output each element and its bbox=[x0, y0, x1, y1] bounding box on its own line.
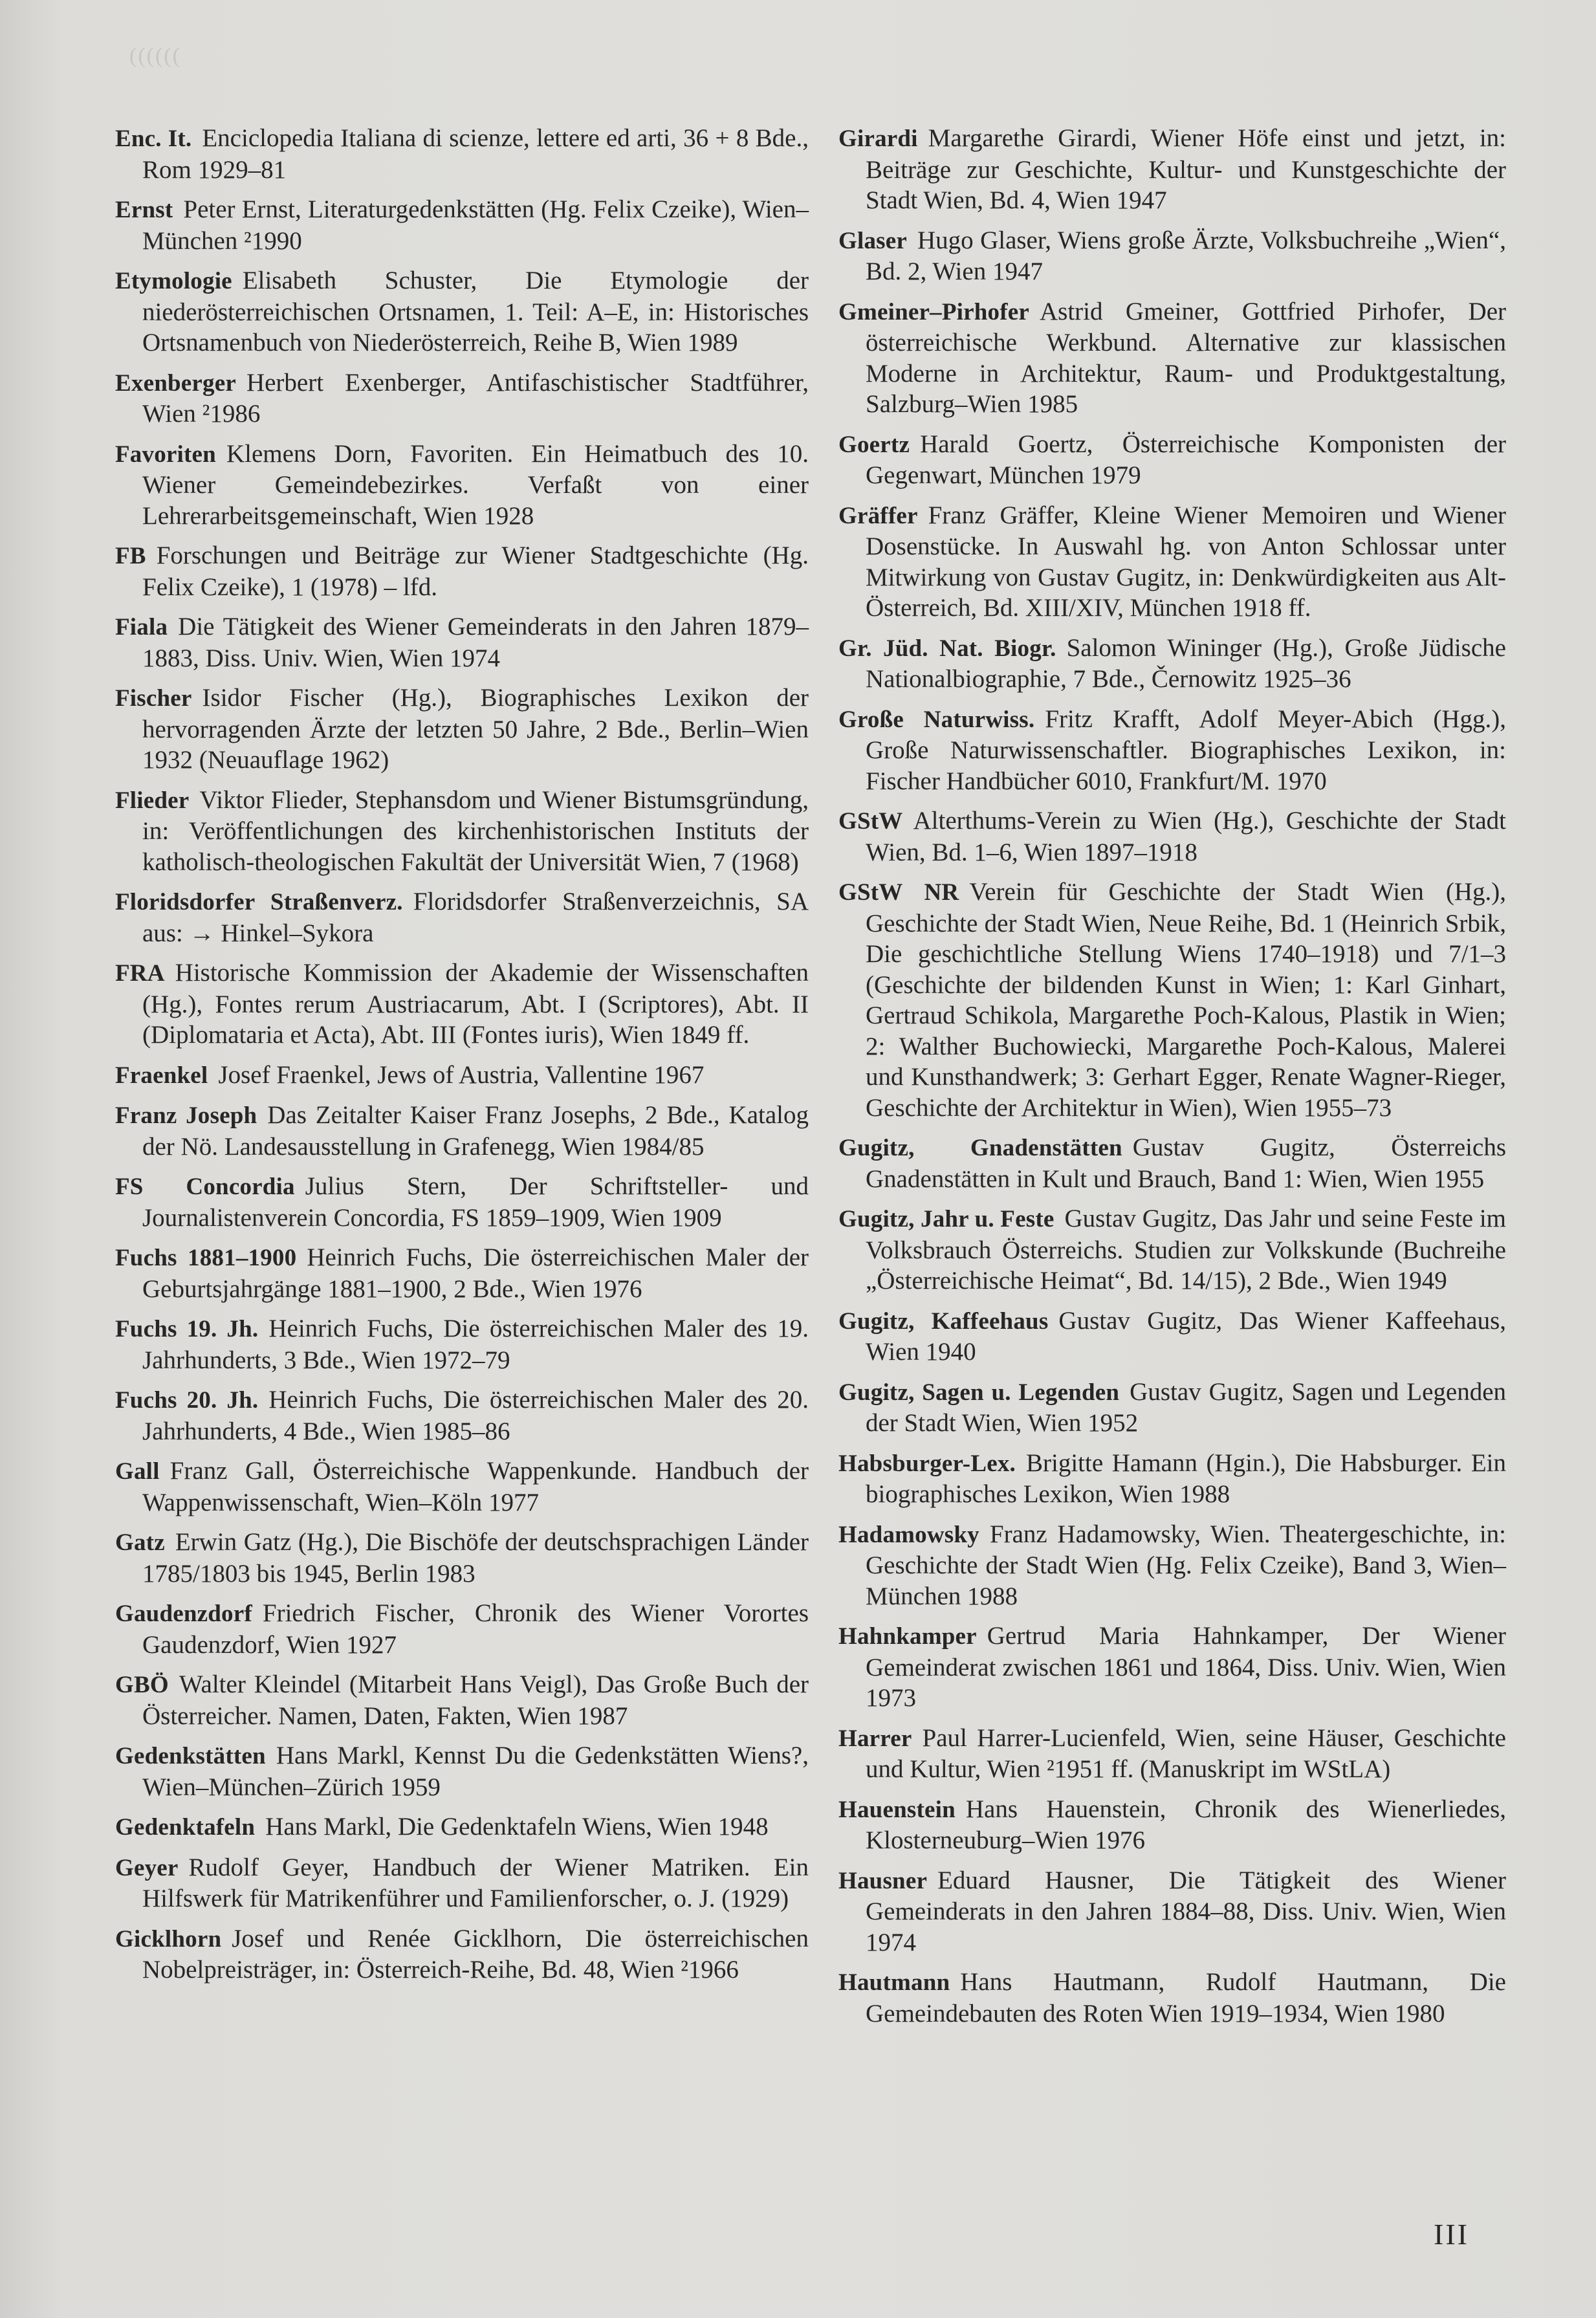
bibliography-entry bbox=[115, 1598, 809, 1660]
bibliography-entry bbox=[838, 1723, 1506, 1785]
entry-abbreviation: Exenberger bbox=[115, 369, 236, 397]
entry-citation: Gertrud Maria Hahnkamper, Der Wiener Gemeinderat zwischen 1861 und 1864, Diss. Univ. Wien, Wien 1973 bbox=[866, 1622, 1506, 1712]
entry-citation: Die Tätigkeit des Wiener Gemeinderats in den Jahren 1879–1883, Diss. Univ. Wien, Wien 1974 bbox=[142, 613, 809, 672]
entry-abbreviation: Gr. Jüd. Nat. Biogr. bbox=[838, 635, 1056, 662]
bibliography-entry bbox=[838, 296, 1506, 420]
entry-citation: Walter Kleindel (Mitarbeit Hans Veigl), Das Große Buch der Österreicher. Namen, Daten, Fakten, Wien 1987 bbox=[142, 1670, 809, 1730]
entry-citation: Rudolf Geyer, Handbuch der Wiener Matriken. Ein Hilfswerk für Matrikenführer und Familienforscher, o. J. (1929) bbox=[142, 1853, 809, 1912]
bibliography-entry bbox=[115, 957, 809, 1051]
entry-abbreviation: Große Naturwiss. bbox=[838, 706, 1035, 733]
entry-citation: Viktor Flieder, Stephansdom und Wiener Bistumsgründung, in: Veröffentlichungen des kirchenhistorischen Instituts der katholisch-theologischen Fakultät der Universität Wien, 7 (1968) bbox=[142, 785, 809, 876]
entry-citation: Verein für Geschichte der Stadt Wien (Hg.), Geschichte der Stadt Wien, Neue Reihe, Bd. 1 (Heinrich Srbik, Die geschichtliche Stellung Wiens 1740–1918) und 7/1–3 (Geschichte der bildenden Kunst in Wien; 1: Karl Ginhart, Gertraud Schikola, Margarethe Poch-Kalous, Plastik in Wien; 2: Walther Buchowiecki, Margarethe Poch-Kalous, Malerei und Kunsthandwerk; 3: Gerhart Egger, Renate Wagner-Rieger, Geschichte der Architektur in Wien), Wien 1955–73 bbox=[866, 878, 1506, 1122]
bibliography-entry bbox=[838, 1377, 1506, 1439]
entry-citation: Heinrich Fuchs, Die österreichischen Maler des 20. Jahrhunderts, 4 Bde., Wien 1985–86 bbox=[142, 1386, 809, 1445]
entry-citation: Alterthums-Verein zu Wien (Hg.), Geschichte der Stadt Wien, Bd. 1–6, Wien 1897–1918 bbox=[866, 807, 1506, 866]
entry-abbreviation: Habsburger-Lex. bbox=[838, 1450, 1016, 1477]
entry-citation: Josef und Renée Gicklhorn, Die österreichischen Nobelpreisträger, in: Österreich-Reihe, Bd. 48, Wien ²1966 bbox=[142, 1924, 809, 1984]
entry-abbreviation: Etymologie bbox=[115, 268, 232, 294]
bibliography-entry bbox=[838, 1306, 1506, 1368]
bibliography-entry bbox=[838, 1132, 1506, 1194]
entry-citation: Gustav Gugitz, Österreichs Gnadenstätten in Kult und Brauch, Band 1: Wien, Wien 1955 bbox=[866, 1133, 1506, 1193]
entry-citation: Salomon Wininger (Hg.), Große Jüdische Nationalbiographie, 7 Bde., Černowitz 1925–36 bbox=[866, 633, 1506, 693]
bibliography-entry bbox=[115, 1384, 809, 1447]
entry-abbreviation: Favoriten bbox=[115, 441, 216, 468]
entry-abbreviation: Glaser bbox=[838, 227, 908, 254]
entry-abbreviation: Fuchs 19. Jh. bbox=[115, 1316, 259, 1342]
bibliography-entry bbox=[115, 1060, 809, 1091]
bibliography-entry bbox=[838, 1448, 1506, 1510]
entry-citation: Brigitte Hamann (Hgin.), Die Habsburger. Ein biographisches Lexikon, Wien 1988 bbox=[866, 1449, 1506, 1508]
entry-abbreviation: Gräffer bbox=[838, 502, 918, 529]
entry-abbreviation: Harrer bbox=[838, 1725, 912, 1752]
bibliography-entry bbox=[838, 704, 1506, 797]
bibliography-entry bbox=[838, 1519, 1506, 1612]
entry-citation: Erwin Gatz (Hg.), Die Bischöfe der deutschsprachigen Länder 1785/1803 bis 1945, Berlin 1983 bbox=[142, 1528, 809, 1588]
entry-citation: Astrid Gmeiner, Gottfried Pirhofer, Der österreichische Werkbund. Alternative zur klassischen Moderne in Architektur, Raum- und Produktgestaltung, Salzburg–Wien 1985 bbox=[866, 297, 1506, 418]
entry-citation: Peter Ernst, Literaturgedenkstätten (Hg. Felix Czeike), Wien–München ²1990 bbox=[142, 195, 809, 255]
entry-citation: Franz Gräffer, Kleine Wiener Memoiren und Wiener Dosenstücke. In Auswahl hg. von Anton Schlossar unter Mitwirkung von Gustav Gugitz, in: Denkwürdigkeiten aus Alt-Österreich, Bd. XIII/XIV, München 1918 ff. bbox=[866, 501, 1506, 622]
entry-citation: Enciclopedia Italiana di scienze, lettere ed arti, 36 + 8 Bde., Rom 1929–81 bbox=[142, 124, 809, 184]
entry-citation: Gustav Gugitz, Das Jahr und seine Feste im Volksbrauch Österreichs. Studien zur Volkskunde (Buchreihe „Österreichische Heimat“, Bd. 14/15), 2 Bde., Wien 1949 bbox=[866, 1205, 1506, 1295]
entry-citation: Isidor Fischer (Hg.), Biographisches Lexikon der hervorragenden Ärzte der letzten 50 Jahre, 2 Bde., Berlin–Wien 1932 (Neuauflage 1962) bbox=[142, 684, 809, 774]
entry-abbreviation: Hadamowsky bbox=[838, 1521, 979, 1548]
entry-citation: Hans Hauenstein, Chronik des Wienerliedes, Klosterneuburg–Wien 1976 bbox=[866, 1795, 1506, 1854]
bibliography-entry bbox=[838, 500, 1506, 624]
entry-abbreviation: Floridsdorfer Straßenverz. bbox=[115, 889, 403, 915]
bibliography-entry bbox=[115, 1852, 809, 1914]
entry-citation: Paul Harrer-Lucienfeld, Wien, seine Häuser, Geschichte und Kultur, Wien ²1951 ff. (Manuskript im WStLA) bbox=[866, 1723, 1506, 1783]
bibliography-entry bbox=[838, 1865, 1506, 1958]
bibliography-entry bbox=[115, 1923, 809, 1985]
entry-abbreviation: FRA bbox=[115, 960, 165, 987]
bibliography-entry bbox=[838, 877, 1506, 1123]
entry-abbreviation: Hautmann bbox=[838, 1969, 950, 1996]
bibliography-entry bbox=[115, 683, 809, 776]
bibliography-entry bbox=[838, 805, 1506, 868]
bibliography-entry bbox=[838, 123, 1506, 216]
entry-abbreviation: Hausner bbox=[838, 1867, 928, 1894]
entry-abbreviation: Geyer bbox=[115, 1854, 179, 1881]
entry-abbreviation: Fischer bbox=[115, 685, 192, 712]
bibliography-entry bbox=[838, 633, 1506, 695]
entry-citation: Franz Hadamowsky, Wien. Theatergeschichte, in: Geschichte der Stadt Wien (Hg. Felix Czeike), Band 3, Wien–München 1988 bbox=[866, 1520, 1506, 1610]
entry-abbreviation: GStW NR bbox=[838, 879, 959, 906]
entry-abbreviation: Flieder bbox=[115, 787, 190, 814]
bibliography-entry bbox=[115, 194, 809, 256]
entry-abbreviation: Gedenkstätten bbox=[115, 1743, 266, 1769]
entry-citation: Julius Stern, Der Schriftsteller- und Journalistenverein Concordia, FS 1859–1909, Wien 1909 bbox=[142, 1172, 809, 1232]
entry-citation: Hugo Glaser, Wiens große Ärzte, Volksbuchreihe „Wien“, Bd. 2, Wien 1947 bbox=[866, 226, 1506, 285]
entry-abbreviation: FB bbox=[115, 543, 146, 569]
bibliography-entry bbox=[115, 123, 809, 185]
entry-citation: Hans Hautmann, Rudolf Hautmann, Die Gemeindebauten des Roten Wien 1919–1934, Wien 1980 bbox=[866, 1968, 1506, 2028]
entry-citation: Forschungen und Beiträge zur Wiener Stadtgeschichte (Hg. Felix Czeike), 1 (1978) – lfd. bbox=[142, 541, 809, 601]
entry-citation: Franz Gall, Österreichische Wappenkunde. Handbuch der Wappenwissenschaft, Wien–Köln 1977 bbox=[142, 1457, 809, 1516]
bibliography-entry bbox=[115, 1171, 809, 1233]
bibliography-entry bbox=[838, 1794, 1506, 1856]
bibliography-entry bbox=[115, 1100, 809, 1162]
entry-abbreviation: Goertz bbox=[838, 431, 910, 458]
entry-abbreviation: GBÖ bbox=[115, 1672, 169, 1698]
bibliography-entry bbox=[115, 785, 809, 878]
entry-citation: Das Zeitalter Kaiser Franz Josephs, 2 Bde., Katalog der Nö. Landesausstellung in Grafenegg, Wien 1984/85 bbox=[142, 1101, 809, 1161]
bibliography-entry bbox=[115, 1456, 809, 1518]
entry-abbreviation: Fuchs 1881–1900 bbox=[115, 1245, 297, 1271]
entry-abbreviation: Gatz bbox=[115, 1529, 165, 1556]
bibliography-entry bbox=[838, 1621, 1506, 1714]
bibliography-entry bbox=[115, 1242, 809, 1304]
header-mark: (((((( bbox=[129, 44, 181, 68]
entry-abbreviation: GStW bbox=[838, 808, 903, 835]
entry-abbreviation: Gmeiner–Pirhofer bbox=[838, 298, 1029, 325]
bibliography-entry bbox=[115, 611, 809, 673]
bibliography-entry bbox=[115, 1313, 809, 1375]
entry-abbreviation: Ernst bbox=[115, 197, 173, 223]
entry-citation: Hans Markl, Die Gedenktafeln Wiens, Wien 1948 bbox=[265, 1813, 769, 1841]
entry-citation: Floridsdorfer Straßenverzeichnis, SA aus: → Hinkel–Sykora bbox=[142, 888, 809, 947]
entry-abbreviation: Gugitz, Jahr u. Feste bbox=[838, 1206, 1055, 1232]
bibliography-entry bbox=[115, 439, 809, 532]
entry-citation: Margarethe Girardi, Wiener Höfe einst und jetzt, in: Beiträge zur Geschichte, Kultur- und Kunstgeschichte der Stadt Wien, Bd. 4, Wien 1947 bbox=[866, 124, 1506, 214]
bibliography-entry bbox=[838, 1203, 1506, 1296]
entry-abbreviation: Hauenstein bbox=[838, 1796, 956, 1823]
left-column bbox=[115, 123, 809, 1995]
entry-abbreviation: Gall bbox=[115, 1458, 160, 1485]
entry-citation: Klemens Dorn, Favoriten. Ein Heimatbuch des 10. Wiener Gemeindebezirkes. Verfaßt von einer Lehrerarbeitsgemeinschaft, Wien 1928 bbox=[142, 439, 809, 530]
entry-citation: Heinrich Fuchs, Die österreichischen Maler des 19. Jahrhunderts, 3 Bde., Wien 1972–79 bbox=[142, 1315, 809, 1374]
entry-abbreviation: Gugitz, Gnadenstätten bbox=[838, 1135, 1122, 1161]
entry-citation: Gustav Gugitz, Das Wiener Kaffeehaus, Wien 1940 bbox=[866, 1306, 1506, 1366]
entry-citation: Herbert Exenberger, Antifaschistischer Stadtführer, Wien ²1986 bbox=[142, 368, 809, 428]
entry-abbreviation: Gedenktafeln bbox=[115, 1814, 256, 1841]
entry-citation: Harald Goertz, Österreichische Komponisten der Gegenwart, München 1979 bbox=[866, 430, 1506, 489]
entry-citation: Josef Fraenkel, Jews of Austria, Vallentine 1967 bbox=[218, 1060, 705, 1089]
entry-abbreviation: Gugitz, Sagen u. Legenden bbox=[838, 1379, 1120, 1406]
entry-abbreviation: Gaudenzdorf bbox=[115, 1601, 252, 1627]
entry-abbreviation: Fuchs 20. Jh. bbox=[115, 1387, 259, 1414]
entry-abbreviation: Gugitz, Kaffeehaus bbox=[838, 1307, 1049, 1335]
bibliography-entry bbox=[115, 1527, 809, 1589]
entry-abbreviation: FS Concordia bbox=[115, 1174, 295, 1200]
right-column bbox=[838, 123, 1506, 2038]
bibliography-entry bbox=[115, 886, 809, 948]
entry-citation: Friedrich Fischer, Chronik des Wiener Vorortes Gaudenzdorf, Wien 1927 bbox=[142, 1599, 809, 1659]
entry-abbreviation: Hahnkamper bbox=[838, 1623, 977, 1650]
entry-citation: Elisabeth Schuster, Die Etymologie der niederösterreichischen Ortsnamen, 1. Teil: A–E, in: Historisches Ortsnamenbuch von Niederösterreich, Reihe B, Wien 1989 bbox=[142, 267, 809, 356]
bibliography-entry bbox=[115, 1669, 809, 1731]
page-number: III bbox=[1434, 2218, 1469, 2251]
entry-abbreviation: Enc. It. bbox=[115, 126, 192, 152]
entry-citation: Fritz Krafft, Adolf Meyer-Abich (Hgg.), Große Naturwissenschaftler. Biographisches Lexikon, in: Fischer Handbücher 6010, Frankfurt/M. 1970 bbox=[866, 705, 1506, 795]
bibliography-entry bbox=[838, 429, 1506, 491]
bibliography-entry bbox=[115, 540, 809, 602]
bibliography-entry bbox=[838, 1967, 1506, 2029]
bibliography-entry bbox=[115, 1811, 809, 1843]
entry-citation: Hans Markl, Kennst Du die Gedenkstätten Wiens?, Wien–München–Zürich 1959 bbox=[142, 1742, 809, 1801]
entry-citation: Eduard Hausner, Die Tätigkeit des Wiener Gemeinderats in den Jahren 1884–88, Diss. Univ. Wien, Wien 1974 bbox=[866, 1866, 1506, 1956]
entry-citation: Historische Kommission der Akademie der Wissenschaften (Hg.), Fontes rerum Austriacarum, Abt. I (Scriptores), Abt. II (Diplomataria et Acta), Abt. III (Fontes iuris), Wien 1849 ff. bbox=[142, 959, 809, 1049]
bibliography-entry bbox=[115, 1740, 809, 1802]
entry-abbreviation: Fraenkel bbox=[115, 1062, 208, 1089]
entry-abbreviation: Gicklhorn bbox=[115, 1925, 222, 1952]
entry-citation: Heinrich Fuchs, Die österreichischen Maler der Geburtsjahrgänge 1881–1900, 2 Bde., Wien 1976 bbox=[142, 1243, 809, 1303]
entry-abbreviation: Girardi bbox=[838, 126, 918, 152]
bibliography-entry bbox=[838, 225, 1506, 287]
entry-citation: Gustav Gugitz, Sagen und Legenden der Stadt Wien, Wien 1952 bbox=[866, 1377, 1507, 1437]
entry-abbreviation: Fiala bbox=[115, 614, 168, 640]
bibliography-entry bbox=[115, 265, 809, 358]
entry-abbreviation: Franz Joseph bbox=[115, 1102, 257, 1129]
bibliography-entry bbox=[115, 367, 809, 430]
